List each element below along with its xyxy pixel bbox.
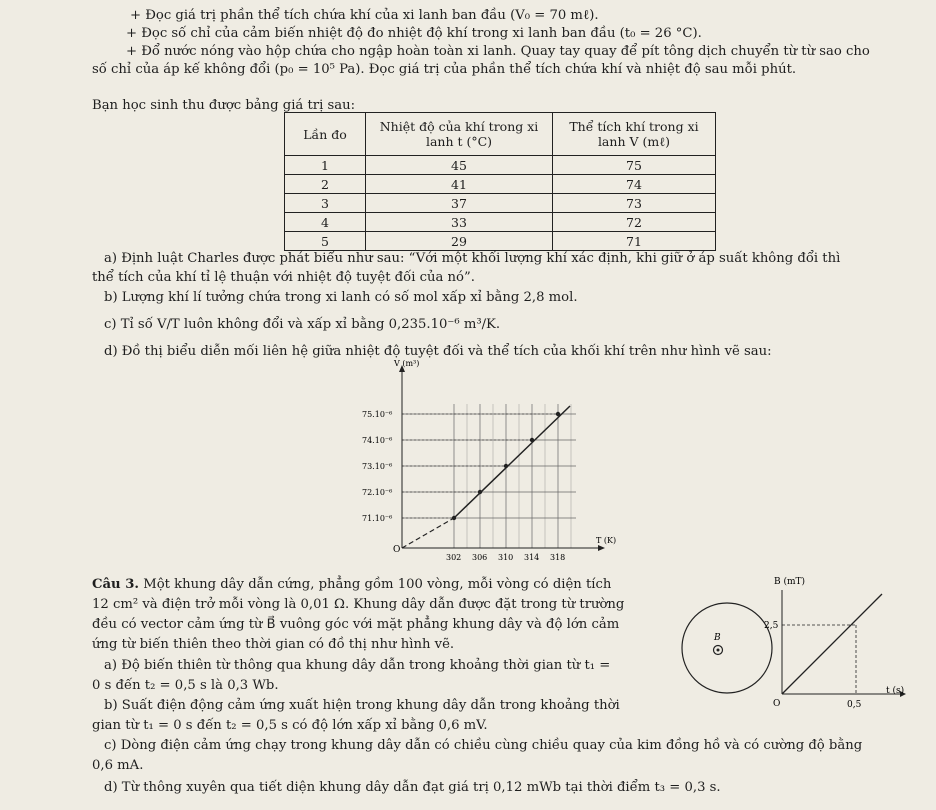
intro-line-4: số chỉ của áp kế không đổi (p₀ = 10⁵ Pa). Đọc giá trị của phần thể tích chứa khí và nhiệt độ sau mỗi phút.: [92, 62, 797, 77]
q3-b-line-1: b) Suất điện động cảm ứng xuất hiện trong khung dây dẫn trong khoảng thời: [104, 698, 620, 713]
table-row: [285, 194, 716, 213]
q3-line-3: đều có vector cảm ứng từ B⃗ vuông góc với mặt phẳng khung dây và độ lớn cảm: [92, 617, 620, 632]
vt-y-tick-label: 74.10⁻⁶: [362, 436, 393, 445]
q3-text-1: Một khung dây dẫn cứng, phẳng gồm 100 vòng, mỗi vòng có diện tích: [143, 577, 612, 592]
bt-origin: O: [773, 699, 781, 709]
vt-chart: [360, 360, 670, 560]
b-vector-label: B: [714, 633, 721, 643]
statement-a-line-2: thể tích của khí tỉ lệ thuận với nhiệt độ tuyệt đối của nó”.: [92, 270, 475, 285]
intro-line-1: + Đọc giá trị phần thể tích chứa khí của xi lanh ban đầu (V₀ = 70 mℓ).: [130, 8, 599, 23]
table-cell: 1: [285, 156, 366, 175]
q3-a-line-2: 0 s đến t₂ = 0,5 s là 0,3 Wb.: [92, 678, 279, 693]
q3-d: d) Từ thông xuyên qua tiết diện khung dây dẫn đạt giá trị 0,12 mWb tại thời điểm t₃ = 0,3 s.: [104, 780, 721, 795]
table-cell: 3: [285, 194, 366, 213]
vt-x-tick-label: 314: [524, 553, 540, 560]
b-t-graph: [760, 572, 910, 712]
measurement-table: [284, 112, 716, 251]
vt-x-arrow: [598, 545, 605, 551]
table-cell: 5: [285, 232, 366, 251]
table-row: [285, 156, 716, 175]
vt-line-extension: [402, 518, 454, 548]
q3-line-2: 12 cm² và điện trở mỗi vòng là 0,01 Ω. Khung dây dẫn được đặt trong từ trường: [92, 597, 625, 612]
statement-c: c) Tỉ số V/T luôn không đổi và xấp xỉ bằng 0,235.10⁻⁶ m³/K.: [104, 317, 501, 332]
table-header: Lần đo: [285, 113, 366, 156]
vt-x-axis-label: T (K): [596, 536, 617, 545]
vt-x-tick-label: 318: [550, 553, 566, 560]
table-header: Thể tích khí trong xi lanh V (mℓ): [553, 113, 716, 156]
table-row: [285, 175, 716, 194]
statement-a-line-1: a) Định luật Charles được phát biểu như sau: “Với một khối lượng khí xác định, khi giữ ở áp suất không đổi thì: [104, 251, 841, 266]
table-cell: 33: [366, 213, 553, 232]
statement-d: d) Đồ thị biểu diễn mối liên hệ giữa nhiệt độ tuyệt đối và thể tích của khối khí trên như hình vẽ sau:: [104, 344, 772, 359]
table-cell: 71: [553, 232, 716, 251]
q3-a-line-1: a) Độ biến thiên từ thông qua khung dây dẫn trong khoảng thời gian từ t₁ =: [104, 658, 611, 673]
table-cell: 37: [366, 194, 553, 213]
vt-y-tick-label: 72.10⁻⁶: [362, 488, 393, 497]
intro-line-5: Bạn học sinh thu được bảng giá trị sau:: [92, 98, 356, 113]
bt-x-tick: 0,5: [847, 700, 862, 710]
statement-b: b) Lượng khí lí tưởng chứa trong xi lanh có số mol xấp xỉ bằng 2,8 mol.: [104, 290, 578, 305]
table-row: [285, 232, 716, 251]
vt-x-tick-label: 302: [446, 553, 462, 560]
bt-x-label: t (s): [886, 686, 905, 696]
q3-line-1: [92, 577, 611, 593]
table-cell: 72: [553, 213, 716, 232]
bt-line: [782, 594, 882, 694]
intro-line-3: + Đổ nước nóng vào hộp chứa cho ngập hoàn toàn xi lanh. Quay tay quay để pít tông dịch chuyển từ từ sao cho: [126, 44, 870, 59]
q3-c-line-2: 0,6 mA.: [92, 758, 144, 773]
table-cell: 73: [553, 194, 716, 213]
vt-origin-label: O: [393, 545, 401, 555]
table-header-row: [285, 113, 716, 156]
vt-line: [454, 406, 570, 518]
table-cell: 74: [553, 175, 716, 194]
table-cell: 29: [366, 232, 553, 251]
vt-x-tick-label: 310: [498, 553, 514, 560]
q3-c-line-1: c) Dòng điện cảm ứng chạy trong khung dây dẫn có chiều cùng chiều quay của kim đồng hồ và có cường độ bằng: [104, 738, 863, 753]
table-cell: 4: [285, 213, 366, 232]
vt-y-tick-label: 75.10⁻⁶: [362, 410, 393, 419]
q3-b-line-2: gian từ t₁ = 0 s đến t₂ = 0,5 s có độ lớn xấp xỉ bằng 0,6 mV.: [92, 718, 488, 733]
table-row: [285, 213, 716, 232]
bt-y-tick: 2,5: [764, 621, 779, 631]
table-cell: 75: [553, 156, 716, 175]
vt-y-axis-label: V (m³): [394, 360, 420, 368]
bt-y-label: B (mT): [774, 577, 806, 587]
vt-y-tick-label: 71.10⁻⁶: [362, 514, 393, 523]
table-cell: 2: [285, 175, 366, 194]
table-cell: 45: [366, 156, 553, 175]
vt-y-tick-label: 73.10⁻⁶: [362, 462, 393, 471]
table-cell: 41: [366, 175, 553, 194]
coil-circle: [682, 603, 772, 693]
q3-title: Câu 3.: [92, 577, 139, 592]
b-field-dot-center: [717, 649, 720, 652]
vt-x-tick-label: 306: [472, 553, 488, 560]
intro-line-2: + Đọc số chỉ của cảm biến nhiệt độ đo nhiệt độ khí trong xi lanh ban đầu (t₀ = 26 °C).: [126, 26, 702, 41]
table-header: Nhiệt độ của khí trong xi lanh t (°C): [366, 113, 553, 156]
q3-line-4: ứng từ biến thiên theo thời gian có đồ thị như hình vẽ.: [92, 637, 455, 652]
